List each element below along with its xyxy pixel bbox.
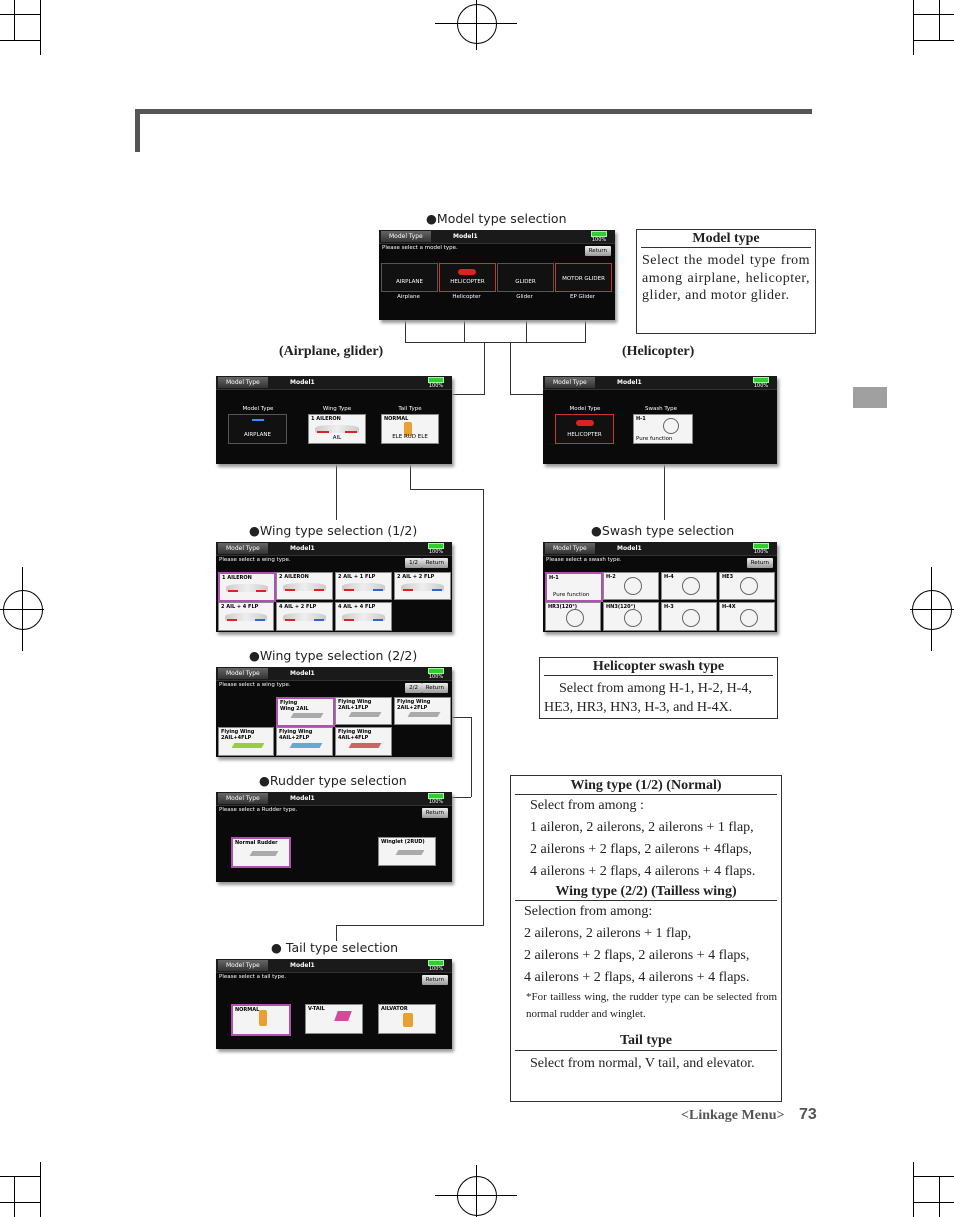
wing-icon: [283, 613, 326, 621]
wing-2-note: *For tailless wing, the rudder type can be selected from normal rudder and winglet.: [526, 991, 777, 1020]
return-button[interactable]: Return: [747, 558, 773, 568]
rudder-option-normal[interactable]: Normal Rudder: [231, 837, 291, 868]
tab-model-type[interactable]: Model Type: [545, 377, 595, 388]
wing-option[interactable]: 2 AIL + 2 FLP: [394, 572, 451, 600]
prompt: Please select a Rudder type.: [219, 807, 298, 813]
return-button[interactable]: Return: [585, 246, 611, 256]
airplane-model-button[interactable]: AIRPLANE: [228, 414, 287, 444]
heli-swash-box: [539, 657, 778, 719]
tail-title: Tail type: [515, 1031, 777, 1051]
battery-indicator: 100%: [428, 543, 444, 555]
wing-option[interactable]: 4 AIL + 2 FLP: [276, 602, 333, 631]
screen-wing-type-1: [216, 542, 452, 632]
page-button[interactable]: 2/2: [405, 683, 422, 693]
helicopter-icon: [576, 420, 594, 426]
caption-tail-type: ● Tail type selection: [271, 940, 399, 955]
wing-option[interactable]: 1 AILERON: [218, 572, 276, 602]
model-type-body: Select the model type from among airplane, helicopter, glider, and motor glider.: [642, 253, 810, 303]
side-tab: [853, 387, 887, 408]
swash-option[interactable]: H-4: [661, 572, 717, 600]
registration-mark-top: [457, 4, 497, 44]
flying-wing-icon: [408, 712, 441, 717]
prompt: Please select a swash type.: [546, 557, 622, 563]
model-name: Model1: [290, 379, 315, 386]
battery-indicator: 100%: [753, 543, 769, 555]
wing-option[interactable]: Flying Wing 2AIL: [276, 697, 335, 727]
tail-option-ailvator[interactable]: AILVATOR: [378, 1004, 436, 1034]
tail-option-v-tail[interactable]: V-TAIL: [305, 1004, 363, 1034]
wing-tail-box: [510, 775, 782, 1102]
swash-option[interactable]: HE3: [719, 572, 775, 600]
return-button[interactable]: Return: [422, 558, 448, 568]
prompt: Please select a tail type.: [219, 974, 287, 980]
swash-icon: [624, 577, 642, 595]
wing-icon: [226, 584, 268, 592]
model-option-airplane[interactable]: AIRPLANE: [381, 263, 438, 292]
helicopter-icon: [458, 269, 476, 275]
flying-wing-icon: [290, 743, 323, 748]
model-type-title: Model type: [641, 230, 811, 248]
wing-icon: [315, 425, 359, 433]
swash-option[interactable]: H-2: [603, 572, 659, 600]
prompt: Please select a wing type.: [219, 682, 291, 688]
label-helicopter: Helicopter: [452, 294, 481, 300]
tail-option-normal[interactable]: NORMAL: [231, 1004, 291, 1036]
heli-swash-body: Select from among H-1, H-2, H-4, HE3, HR3, HN3, H-3, and H-4X.: [544, 681, 752, 715]
wing-1-line: Select from among :: [530, 798, 644, 813]
swash-type-button[interactable]: H-1 Pure function: [633, 414, 693, 444]
tab-model-type[interactable]: Model Type: [218, 668, 268, 679]
return-button[interactable]: Return: [422, 808, 448, 818]
rudder-option-winglet[interactable]: Winglet (2RUD): [378, 837, 436, 866]
swash-option[interactable]: H-3: [661, 602, 717, 631]
wing-option[interactable]: Flying Wing 4AIL+2FLP: [276, 727, 333, 756]
prompt: Please select a model type.: [382, 245, 458, 251]
tab-model-type[interactable]: Model Type: [218, 377, 268, 388]
caption-helicopter: (Helicopter): [622, 344, 695, 359]
airplane-icon: [252, 419, 264, 421]
return-button[interactable]: Return: [422, 975, 448, 985]
col-model-type: Model Type: [569, 406, 601, 412]
wing-2-line: Selection from among:: [524, 904, 653, 919]
screen-tail-type: [216, 959, 452, 1049]
model-option-motor-glider[interactable]: MOTOR GLIDER: [555, 263, 612, 292]
caption-wing-type-1: ●Wing type selection (1/2): [249, 523, 418, 538]
header-bar-left: [135, 109, 140, 152]
tail-icon: [259, 1010, 267, 1026]
registration-mark-right: [912, 590, 952, 630]
screen-airplane: [216, 376, 452, 464]
wing-option[interactable]: Flying Wing 4AIL+4FLP: [335, 727, 392, 756]
screen-model-type: [379, 230, 615, 320]
wing-option[interactable]: 2 AILERON: [276, 572, 333, 600]
flying-wing-icon: [349, 743, 382, 748]
col-model-type: Model Type: [242, 406, 274, 412]
wing-2-line: 4 ailerons + 2 flaps, 4 ailerons + 4 flaps.: [524, 970, 750, 985]
battery-indicator: 100%: [428, 377, 444, 389]
screen-rudder-type: [216, 792, 452, 882]
battery-indicator: 100%: [428, 793, 444, 805]
page-button[interactable]: 1/2: [405, 558, 422, 568]
helicopter-model-button[interactable]: HELICOPTER: [555, 414, 614, 444]
model-name: Model1: [290, 795, 315, 802]
label-glider: Glider: [516, 294, 533, 300]
battery-indicator: 100%: [591, 231, 607, 243]
wing-1-title: Wing type (1/2) (Normal): [515, 776, 777, 795]
model-option-helicopter[interactable]: HELICOPTER: [439, 263, 496, 292]
flying-wing-icon: [232, 743, 265, 748]
swash-option[interactable]: HN3(120°): [603, 602, 659, 631]
heli-swash-title: Helicopter swash type: [544, 658, 773, 676]
flying-wing-icon: [291, 713, 324, 718]
wing-1-line: 4 ailerons + 2 flaps, 4 ailerons + 4 flaps.: [530, 864, 756, 879]
model-option-glider[interactable]: GLIDER: [497, 263, 554, 292]
battery-indicator: 100%: [428, 960, 444, 972]
swash-option[interactable]: H-4X: [719, 602, 775, 631]
wing-1-line: 2 ailerons + 2 flaps, 2 ailerons + 4flaps,: [530, 842, 752, 857]
wing-1-line: 1 aileron, 2 ailerons, 2 ailerons + 1 flap,: [530, 820, 754, 835]
ailvator-icon: [403, 1013, 413, 1027]
wing-option[interactable]: Flying Wing 2AIL+1FLP: [335, 697, 392, 725]
swash-icon: [682, 577, 700, 595]
screen-swash-type: [543, 542, 777, 632]
col-swash-type: Swash Type: [644, 406, 678, 412]
swash-option[interactable]: H-1 Pure function: [545, 572, 603, 602]
swash-icon: [663, 418, 679, 434]
caption-wing-type-2: ●Wing type selection (2/2): [249, 648, 418, 663]
col-wing-type: Wing Type: [322, 406, 352, 412]
swash-icon: [682, 609, 700, 627]
tab-model-type[interactable]: Model Type: [218, 793, 268, 804]
page-number: 73: [799, 1106, 817, 1123]
tab-model-type[interactable]: Model Type: [545, 543, 595, 554]
tab-model-type[interactable]: Model Type: [218, 960, 268, 971]
model-name: Model1: [290, 962, 315, 969]
tab-model-type[interactable]: Model Type: [218, 543, 268, 554]
wing-2-title: Wing type (2/2) (Tailless wing): [515, 883, 777, 901]
caption-airplane-glider: (Airplane, glider): [279, 344, 384, 359]
tail-type-button[interactable]: NORMAL ELE RUD ELE: [381, 414, 439, 444]
battery-indicator: 100%: [753, 377, 769, 389]
return-button[interactable]: Return: [422, 683, 448, 693]
wing-option[interactable]: Flying Wing 2AIL+4FLP: [218, 727, 274, 756]
registration-mark-bottom: [457, 1176, 497, 1216]
model-name: Model1: [617, 545, 642, 552]
footer-section: <Linkage Menu>: [681, 1108, 785, 1123]
swash-icon: [740, 577, 758, 595]
col-tail-type: Tail Type: [398, 406, 422, 412]
model-name: Model1: [617, 379, 642, 386]
label-ep-glider: EP Glider: [570, 294, 595, 300]
wing-icon: [342, 613, 385, 621]
wing-icon: [283, 583, 326, 591]
screen-helicopter: [543, 376, 777, 464]
battery-indicator: 100%: [428, 668, 444, 680]
model-name: Model1: [453, 233, 478, 240]
caption-swash-type: ●Swash type selection: [591, 523, 735, 538]
tab-model-type[interactable]: Model Type: [381, 231, 431, 242]
wing-icon: [401, 583, 444, 591]
swash-option[interactable]: HR3(120°): [545, 602, 601, 631]
caption-model-type: ●Model type selection: [426, 211, 567, 226]
tail-body: Select from normal, V tail, and elevator.: [530, 1056, 755, 1071]
wing-icon: [342, 583, 385, 591]
rudder-icon: [250, 851, 279, 856]
wing-icon: [225, 613, 267, 621]
wing-2-line: 2 ailerons, 2 ailerons + 1 flap,: [524, 926, 692, 941]
wing-2-line: 2 ailerons + 2 flaps, 2 ailerons + 4 flaps,: [524, 948, 750, 963]
prompt: Please select a wing type.: [219, 557, 291, 563]
registration-mark-left: [3, 590, 43, 630]
model-name: Model1: [290, 670, 315, 677]
wing-option[interactable]: 4 AIL + 4 FLP: [335, 602, 392, 631]
wing-option[interactable]: Flying Wing 2AIL+2FLP: [394, 697, 451, 725]
swash-icon: [624, 609, 642, 627]
label-airplane: Airplane: [397, 294, 420, 300]
v-tail-icon: [334, 1011, 352, 1021]
wing-type-button[interactable]: 1 AILERON AIL: [308, 414, 366, 444]
model-type-box: [636, 229, 816, 334]
winglet-icon: [396, 850, 425, 855]
swash-icon: [740, 609, 758, 627]
swash-icon: [566, 609, 584, 627]
wing-option[interactable]: 2 AIL + 4 FLP: [218, 602, 274, 631]
screen-wing-type-2: [216, 667, 452, 757]
wing-option[interactable]: 2 AIL + 1 FLP: [335, 572, 392, 600]
caption-rudder-type: ●Rudder type selection: [259, 773, 407, 788]
flying-wing-icon: [349, 712, 382, 717]
header-bar: [135, 109, 812, 114]
model-name: Model1: [290, 545, 315, 552]
